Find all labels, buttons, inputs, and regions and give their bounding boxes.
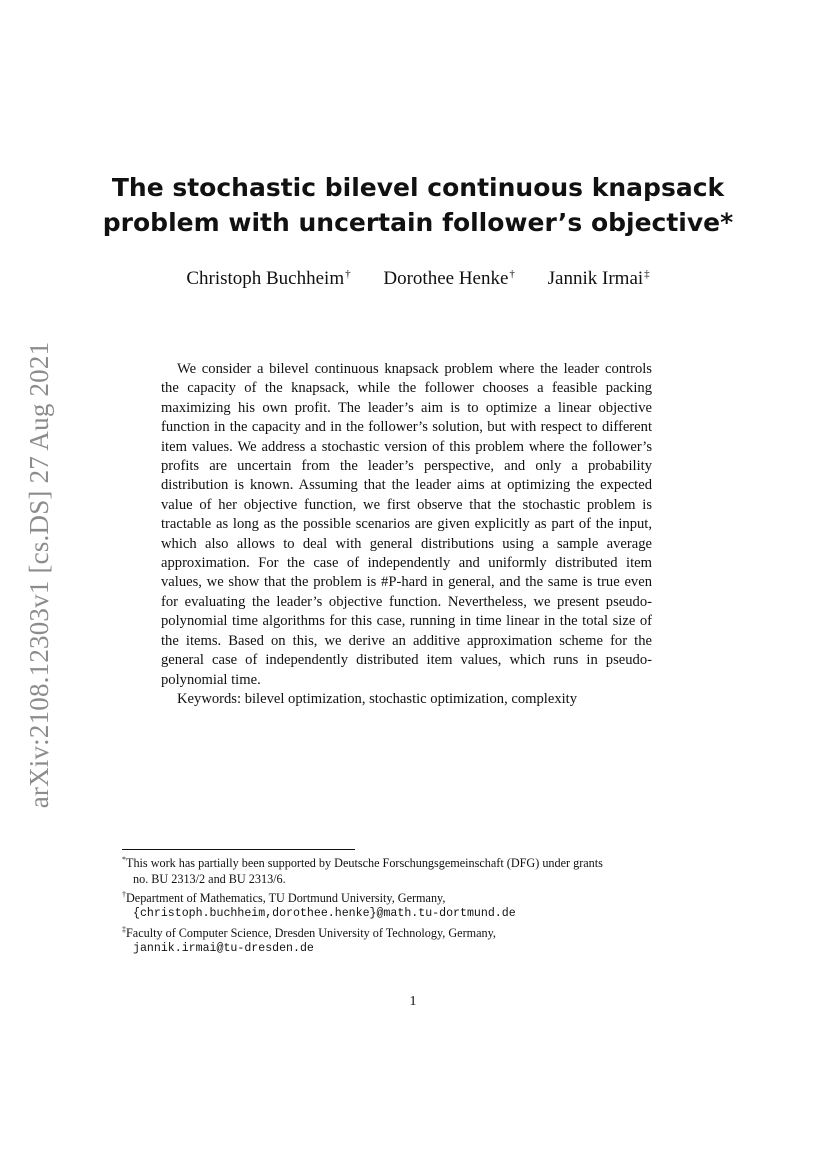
footnotes xyxy=(122,852,710,957)
arxiv-identifier: arXiv:2108.12303v1 [cs.DS] 27 Aug 2021 xyxy=(24,341,54,809)
footnote-mark: * xyxy=(122,855,126,864)
author xyxy=(186,262,350,291)
title-line: problem with uncertain follower’s objective* xyxy=(102,208,734,237)
footnote-text: no. BU 2313/2 and BU 2313/6. xyxy=(133,872,286,886)
author-name: Dorothee Henke xyxy=(383,268,509,289)
author xyxy=(383,262,515,291)
arxiv-sidebar xyxy=(14,330,64,820)
author-name: Jannik Irmai xyxy=(547,268,644,289)
email-link[interactable]: jannik.irmai@tu-dresden.de xyxy=(133,942,314,955)
affiliation-mark: † xyxy=(345,268,351,280)
abstract xyxy=(161,360,652,709)
footnote-text: This work has partially been supported by Deutsche Forschungsgemeinschaft (DFG) under grants xyxy=(126,856,603,870)
affiliation-mark: † xyxy=(509,268,515,280)
author-name: Christoph Buchheim xyxy=(186,268,345,289)
page-number: 1 xyxy=(409,994,417,1009)
footnote-affiliation-dortmund xyxy=(122,887,710,922)
footnote-mark: ‡ xyxy=(122,925,126,934)
title-line: The stochastic bilevel continuous knapsack xyxy=(111,173,725,202)
paper-title xyxy=(100,170,736,240)
affiliation-mark: ‡ xyxy=(644,268,650,280)
abstract-text: We consider a bilevel continuous knapsack problem where the leader controls the capacity of the knapsack, while the follower chooses a feasible packing maximizing his own profit. The leader’s aim is to optimize a linear objective function in the capacity and in the follower’s solution, but with respect to different item values. We address a stochastic version of this problem where the follower’s profits are uncertain from the leader’s perspective, and only a probability distribution is known. Assuming that the leader aims at optimizing the expected value of her objective function, we first observe that the stochastic problem is tractable as long as the possible scenarios are given explicitly as part of the input, which also allows to deal with general distributions using a sample average approximation. For the case of independently and uniformly distributed item values, we show that the problem is #P-hard in general, and the same is true even for evaluating the leader’s objective function. Nevertheless, we present pseudo-polynomial time algorithms for this case, running in time linear in the total size of the items. Based on this, we derive an additive approximation scheme for the general case of independently distributed item values, which runs in pseudo-polynomial time. xyxy=(161,361,652,688)
footnote-rule xyxy=(122,849,355,850)
email-link[interactable]: {christoph.buchheim,dorothee.henke}@math.tu-dortmund.de xyxy=(133,907,516,920)
footnote-mark: † xyxy=(122,890,126,899)
footnote-text: Faculty of Computer Science, Dresden University of Technology, Germany, xyxy=(126,926,496,940)
keywords: Keywords: bilevel optimization, stochastic optimization, complexity xyxy=(177,690,578,707)
author-list xyxy=(100,262,736,291)
footnote-affiliation-dresden xyxy=(122,922,710,957)
footnote-funding xyxy=(122,852,710,887)
author xyxy=(548,262,650,291)
footnote-text: Department of Mathematics, TU Dortmund University, Germany, xyxy=(126,891,446,905)
